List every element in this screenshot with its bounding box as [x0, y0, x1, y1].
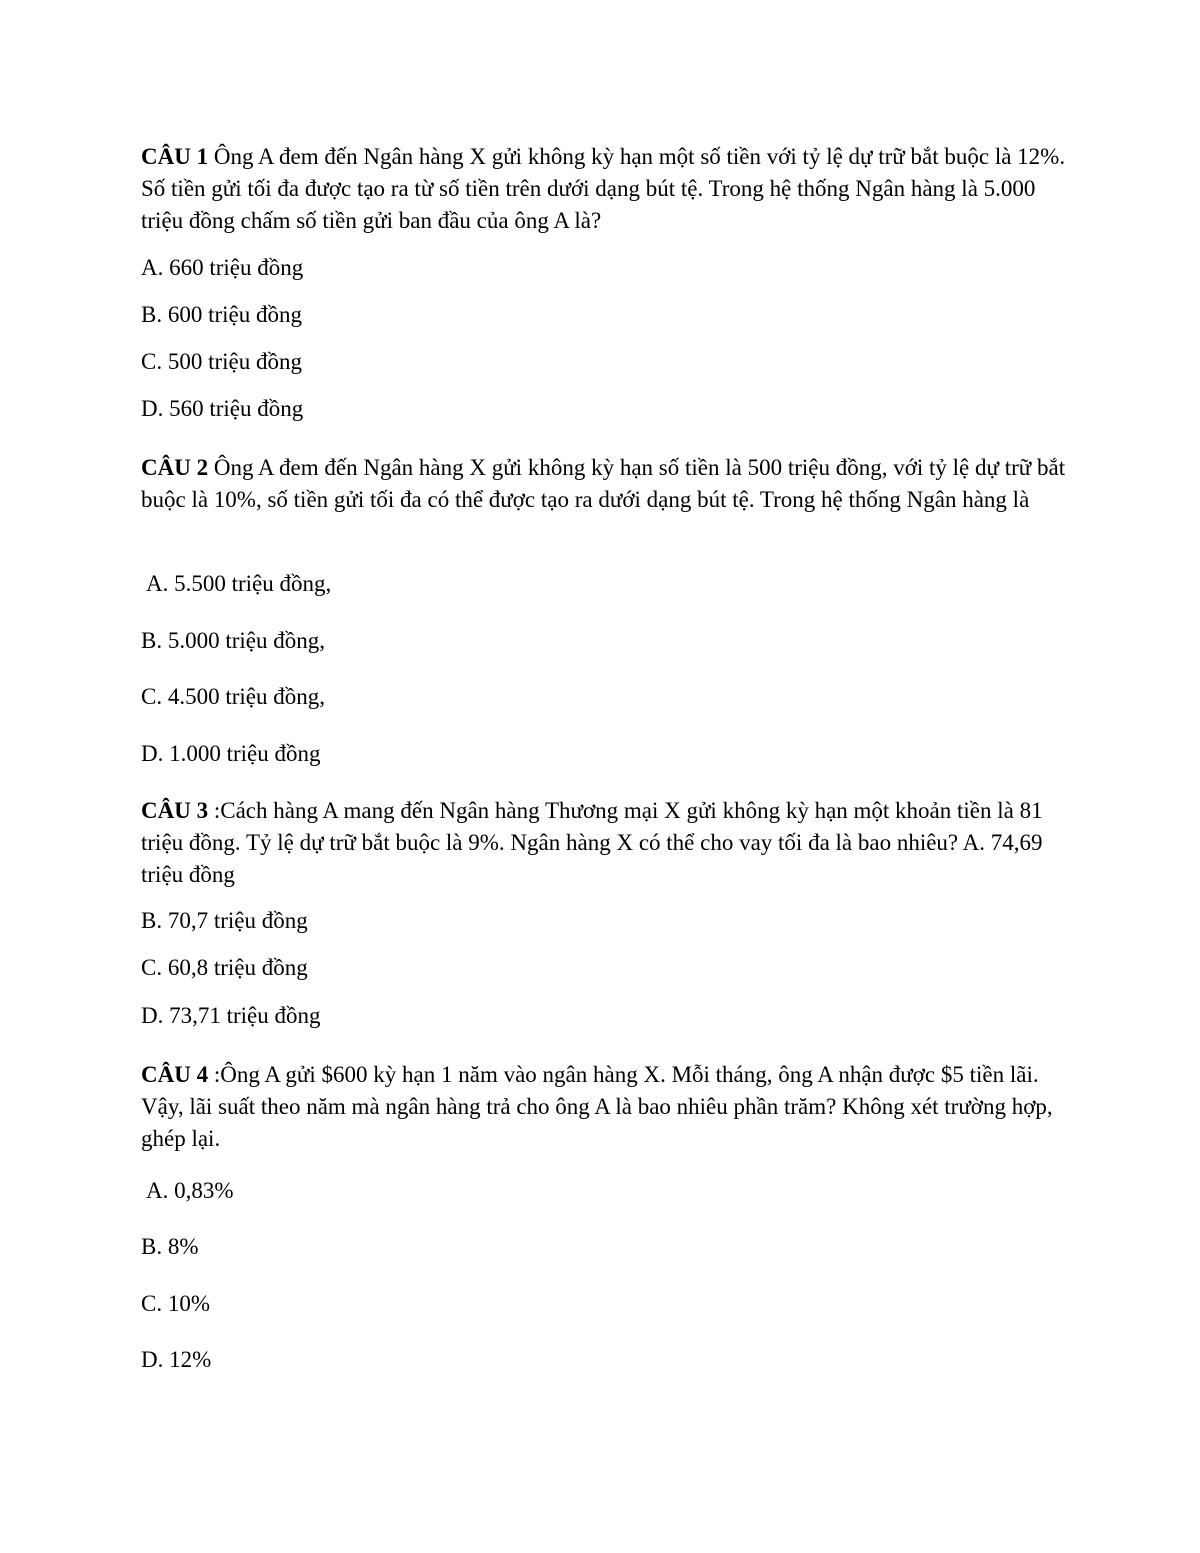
- question-1-label: CÂU 1: [141, 144, 209, 169]
- question-3-option-b: B. 70,7 triệu đồng: [141, 908, 308, 933]
- question-2-option-d: D. 1.000 triệu đồng: [141, 741, 321, 766]
- question-3-text: :Cách hàng A mang đến Ngân hàng Thương mại X gửi không kỳ hạn một khoản tiền là 81 triệu đồng. Tỷ lệ dự trữ bắt buộc là 9%. Ngân hàng X có thể cho vay tối đa là bao nhiêu? A. 74,69 triệu đồng: [141, 798, 1043, 887]
- question-3-option-d: D. 73,71 triệu đồng: [141, 1003, 321, 1028]
- question-4-option-a: A. 0,83%: [146, 1178, 234, 1203]
- question-1-option-b: B. 600 triệu đồng: [141, 302, 302, 327]
- question-4-label: CÂU 4: [141, 1062, 209, 1087]
- question-4-option-d: D. 12%: [141, 1347, 212, 1372]
- question-1: [141, 141, 1066, 237]
- question-4: [141, 1059, 1066, 1155]
- question-1-option-c: C. 500 triệu đồng: [141, 349, 302, 374]
- question-2-option-b: B. 5.000 triệu đồng,: [141, 628, 325, 653]
- question-2-text: Ông A đem đến Ngân hàng X gửi không kỳ hạn số tiền là 500 triệu đồng, với tỷ lệ dự trữ bắt buộc là 10%, số tiền gửi tối đa có thể được tạo ra dưới dạng bút tệ. Trong hệ thống Ngân hàng là: [141, 455, 1066, 512]
- question-4-text: :Ông A gửi $600 kỳ hạn 1 năm vào ngân hàng X. Mỗi tháng, ông A nhận được $5 tiền lãi. Vậy, lãi suất theo năm mà ngân hàng trả cho ông A là bao nhiêu phần trăm? Không xét trường hợp, ghép lại.: [141, 1062, 1053, 1151]
- question-2-option-a: A. 5.500 triệu đồng,: [146, 571, 332, 596]
- question-1-option-a: A. 660 triệu đồng: [141, 255, 304, 280]
- question-3: [141, 795, 1066, 891]
- question-3-option-c: C. 60,8 triệu đồng: [141, 955, 308, 980]
- question-2-label: CÂU 2: [141, 455, 209, 480]
- question-1-option-d: D. 560 triệu đồng: [141, 396, 304, 421]
- question-2: [141, 452, 1066, 516]
- question-1-text: Ông A đem đến Ngân hàng X gửi không kỳ hạn một số tiền với tỷ lệ dự trữ bắt buộc là 12%. Số tiền gửi tối đa được tạo ra từ số tiền trên dưới dạng bút tệ. Trong hệ thống Ngân hàng là 5.000 triệu đồng chấm số tiền gửi ban đầu của ông A là?: [141, 144, 1066, 233]
- question-4-option-c: C. 10%: [141, 1291, 210, 1316]
- question-3-label: CÂU 3: [141, 798, 209, 823]
- question-2-option-c: C. 4.500 triệu đồng,: [141, 684, 325, 709]
- question-4-option-b: B. 8%: [141, 1234, 199, 1259]
